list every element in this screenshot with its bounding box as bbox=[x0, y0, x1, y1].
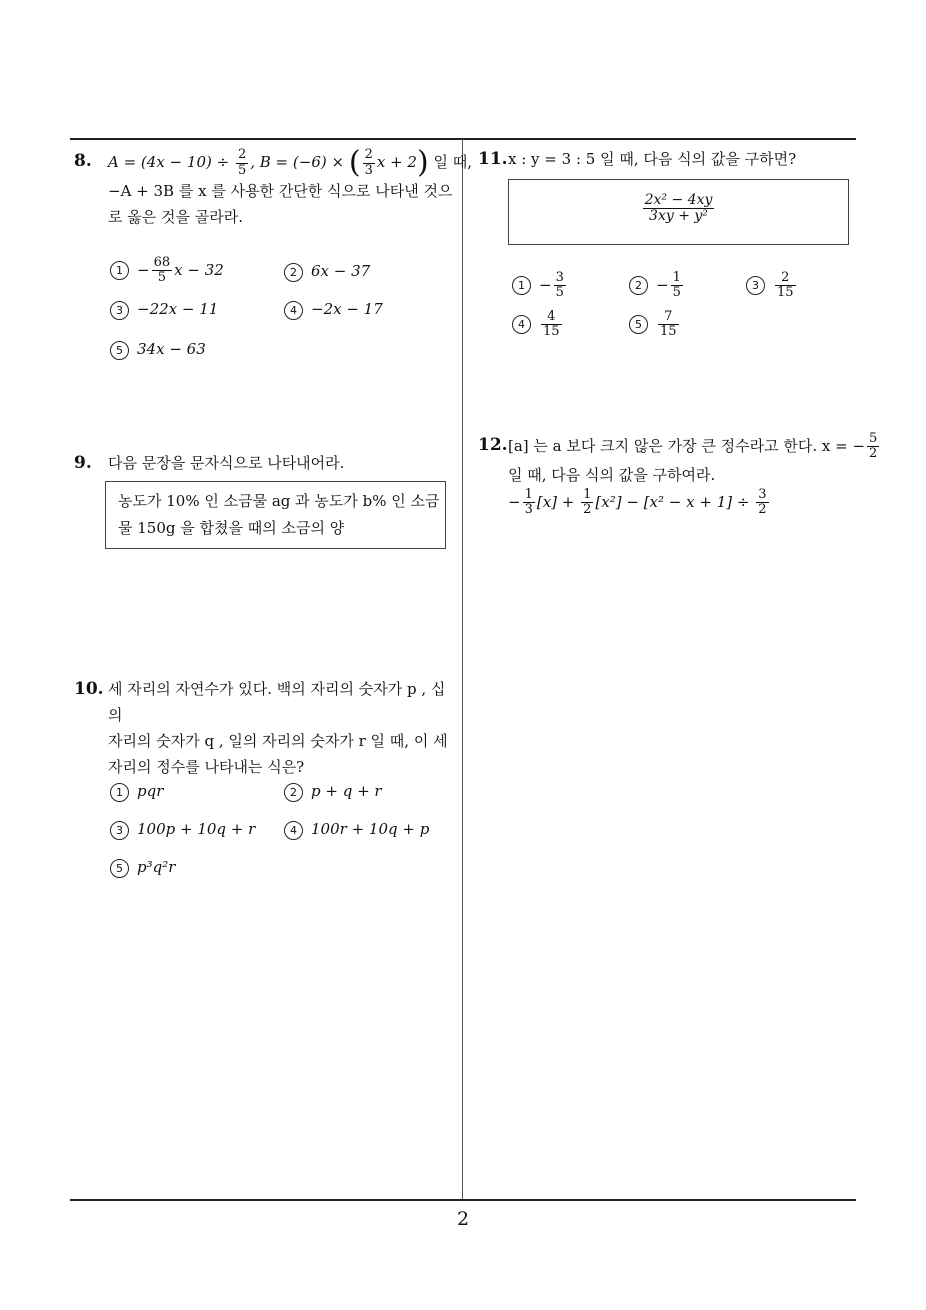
choice-marker: 2 bbox=[629, 276, 648, 295]
choice-marker: 1 bbox=[110, 261, 129, 280]
choice-marker: 5 bbox=[110, 859, 129, 878]
choice-2[interactable] bbox=[284, 782, 382, 802]
question-12 bbox=[478, 431, 878, 517]
expression bbox=[508, 488, 862, 518]
choice-marker: 3 bbox=[746, 276, 765, 295]
expression-fraction: $\frac{\text{2x² − 4xy}}{\text{3xy + y²}}$ bbox=[644, 192, 713, 225]
choice-marker: 1 bbox=[110, 783, 129, 802]
choice-2[interactable] bbox=[284, 262, 370, 282]
choice-text: 100r + 10q + p bbox=[311, 820, 430, 838]
question-text: x : y = 3 : 5 일 때, 다음 식의 값을 구하면? bbox=[508, 150, 797, 168]
choice-5[interactable] bbox=[629, 310, 681, 340]
page-number: 2 bbox=[456, 1208, 470, 1230]
choice-text: p + q + r bbox=[311, 782, 382, 800]
statement-line: 농도가 10% 인 소금물 ag 과 농도가 b% 인 소금 bbox=[118, 492, 440, 510]
question-line: 자리의 숫자가 q , 일의 자리의 숫자가 r 일 때, 이 세 bbox=[108, 732, 448, 750]
fraction: $\frac{2}{5}$ bbox=[237, 147, 247, 178]
question-number: 11. bbox=[478, 149, 508, 169]
expression-box bbox=[508, 179, 849, 245]
question-number: 12. bbox=[478, 435, 508, 455]
fraction: $\frac{1}{3}$ bbox=[524, 486, 533, 517]
fraction: $\frac{1}{2}$ bbox=[583, 486, 592, 517]
choice-4[interactable] bbox=[512, 310, 564, 340]
choice-3[interactable] bbox=[110, 300, 218, 320]
statement-box bbox=[105, 481, 446, 549]
choice-marker: 3 bbox=[110, 301, 129, 320]
choice-marker: 5 bbox=[110, 341, 129, 360]
choice-text: 100p + 10q + r bbox=[137, 820, 256, 838]
choice-1[interactable] bbox=[512, 271, 568, 301]
fraction: $\frac{3}{2}$ bbox=[758, 486, 767, 517]
fraction: $\frac{68}{5}$ bbox=[153, 255, 171, 286]
choice-sign: − bbox=[137, 260, 150, 279]
expr-b-def: , B = (−6) × bbox=[250, 153, 345, 171]
choice-sign: − bbox=[656, 275, 669, 294]
question-number: 8. bbox=[74, 151, 92, 171]
choice-text: pqr bbox=[137, 782, 164, 800]
expr-part: − bbox=[508, 492, 521, 511]
choice-5[interactable] bbox=[110, 340, 206, 360]
question-line: 세 자리의 자연수가 있다. 백의 자리의 숫자가 p , 십의 bbox=[108, 680, 446, 724]
choice-5[interactable] bbox=[110, 858, 175, 878]
choice-sign: − bbox=[539, 275, 552, 294]
choice-1[interactable] bbox=[110, 256, 224, 286]
choice-text: −2x − 17 bbox=[311, 300, 383, 318]
choice-marker: 5 bbox=[629, 315, 648, 334]
expr-part: [x] + bbox=[536, 492, 575, 511]
question-line: −A + 3B 를 x 를 사용한 간단한 식으로 나타낸 것으 bbox=[108, 182, 453, 200]
choice-marker: 2 bbox=[284, 783, 303, 802]
fraction: $\frac{7}{15}$ bbox=[660, 309, 677, 340]
choice-text: x − 32 bbox=[174, 260, 224, 279]
bottom-rule bbox=[70, 1199, 856, 1201]
choice-marker: 4 bbox=[512, 315, 531, 334]
choice-marker: 1 bbox=[512, 276, 531, 295]
choice-4[interactable] bbox=[284, 300, 383, 320]
top-rule bbox=[70, 138, 856, 140]
question-line: [a] 는 a 보다 크지 않은 가장 큰 정수라고 한다. x = − bbox=[508, 436, 866, 455]
question-text: 다음 문장을 문자식으로 나타내어라. bbox=[108, 454, 345, 472]
choice-1[interactable] bbox=[110, 782, 163, 802]
expr-part: [x²] − [x² − x + 1] ÷ bbox=[595, 492, 750, 511]
choice-marker: 4 bbox=[284, 301, 303, 320]
question-line: 자리의 정수를 나타내는 식은? bbox=[108, 758, 305, 776]
question-text bbox=[108, 676, 458, 780]
question-number: 10. bbox=[74, 679, 104, 699]
question-text bbox=[508, 431, 878, 517]
fraction: $\frac{2}{15}$ bbox=[777, 270, 794, 301]
question-text: A = (4x − 10) ÷ $\frac{2}{5}$ , B = (−6) × ( $\frac{2}{3}$ x + 2) 일 때, −A + 3B 를 x 를 사용한 간단한 식으로 나타낸 것으 로 옳은 것을 골라라. bbox=[108, 148, 458, 230]
fraction: $\frac{2}{3}$ bbox=[364, 147, 373, 178]
choice-2[interactable] bbox=[629, 271, 685, 301]
choice-text: 34x − 63 bbox=[137, 340, 206, 358]
column-divider bbox=[462, 139, 463, 1200]
question-10 bbox=[74, 676, 458, 780]
question-9 bbox=[74, 450, 458, 476]
question-8 bbox=[74, 145, 472, 230]
question-line: 일 때, 다음 식의 값을 구하여라. bbox=[508, 465, 716, 484]
choice-marker: 3 bbox=[110, 821, 129, 840]
expr-a-def: A = (4x − 10) ÷ bbox=[108, 153, 230, 171]
question-line: 로 옳은 것을 골라라. bbox=[108, 208, 243, 226]
question-11 bbox=[478, 146, 848, 172]
choice-3[interactable] bbox=[110, 820, 255, 840]
choice-3[interactable] bbox=[746, 271, 798, 301]
question-number: 9. bbox=[74, 453, 92, 473]
choice-text: 6x − 37 bbox=[311, 262, 371, 280]
choice-text: p³q²r bbox=[137, 858, 176, 876]
paren-inner: x + 2 bbox=[376, 153, 417, 171]
choice-marker: 4 bbox=[284, 821, 303, 840]
statement-line: 물 150g 을 합쳤을 때의 소금의 양 bbox=[118, 519, 345, 537]
condition-text: 일 때, bbox=[433, 153, 472, 171]
fraction: $\frac{5}{2}$ bbox=[869, 431, 878, 462]
fraction: $\frac{3}{5}$ bbox=[555, 270, 564, 301]
fraction: $\frac{1}{5}$ bbox=[672, 270, 681, 301]
choice-4[interactable] bbox=[284, 820, 429, 840]
choice-marker: 2 bbox=[284, 263, 303, 282]
fraction: $\frac{4}{15}$ bbox=[543, 309, 560, 340]
choice-text: −22x − 11 bbox=[137, 300, 219, 318]
